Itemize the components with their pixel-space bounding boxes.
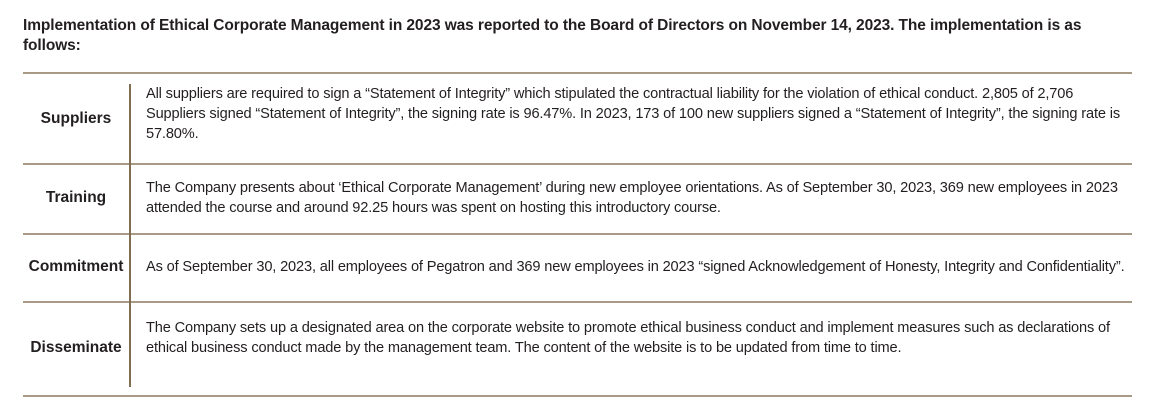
- row-text-suppliers-body: All suppliers are required to sign a “Statement of Integrity” which stipulated the contractual liability for the violation of ethical conduct. 2,805 of 2,706 Suppliers signed “Statement of Integrity”, the signing rate is 96.47%. In 2023, 173 of 100 new suppliers signed a “Statement of Integrity”, the signing rate is 57.80%.: [146, 86, 1120, 142]
- row-label-commitment: Commitment: [28, 258, 124, 275]
- row-text-disseminate-body: The Company sets up a designated area on the corporate website to promote ethical business conduct and implement measures such as declarations of ethical business conduct made by the management team. The content of the website is to be updated from time to time.: [146, 320, 1110, 356]
- table-row-disseminate: [23, 301, 1132, 395]
- row-label-suppliers: Suppliers: [40, 109, 112, 127]
- row-text-commitment-body: As of September 30, 2023, all employees of Pegatron and 369 new employees in 2023 “signed Acknowledgement of Honesty, Integrity and Confidentiality”.: [146, 259, 1125, 275]
- table-row-commitment: [23, 233, 1132, 301]
- table-row-suppliers: [23, 74, 1132, 163]
- row-label-training: Training: [45, 189, 107, 206]
- row-text-commitment: [129, 233, 1132, 301]
- row-text-training-body: The Company presents about ‘Ethical Corporate Management’ during new employee orientations. As of September 30, 2023, 369 new employees in 2023 attended the course and around 92.25 hours was spent on hosting this introductory course.: [146, 180, 1118, 216]
- row-text-suppliers: [129, 74, 1132, 163]
- row-text-training: [129, 163, 1132, 233]
- implementation-table: [23, 72, 1132, 397]
- row-label-disseminate: Disseminate: [30, 339, 122, 356]
- row-text-disseminate: [129, 301, 1132, 395]
- table-row-training: [23, 163, 1132, 233]
- intro-paragraph: Implementation of Ethical Corporate Management in 2023 was reported to the Board of Directors on November 14, 2023. The implementation is as follows:: [23, 17, 1082, 54]
